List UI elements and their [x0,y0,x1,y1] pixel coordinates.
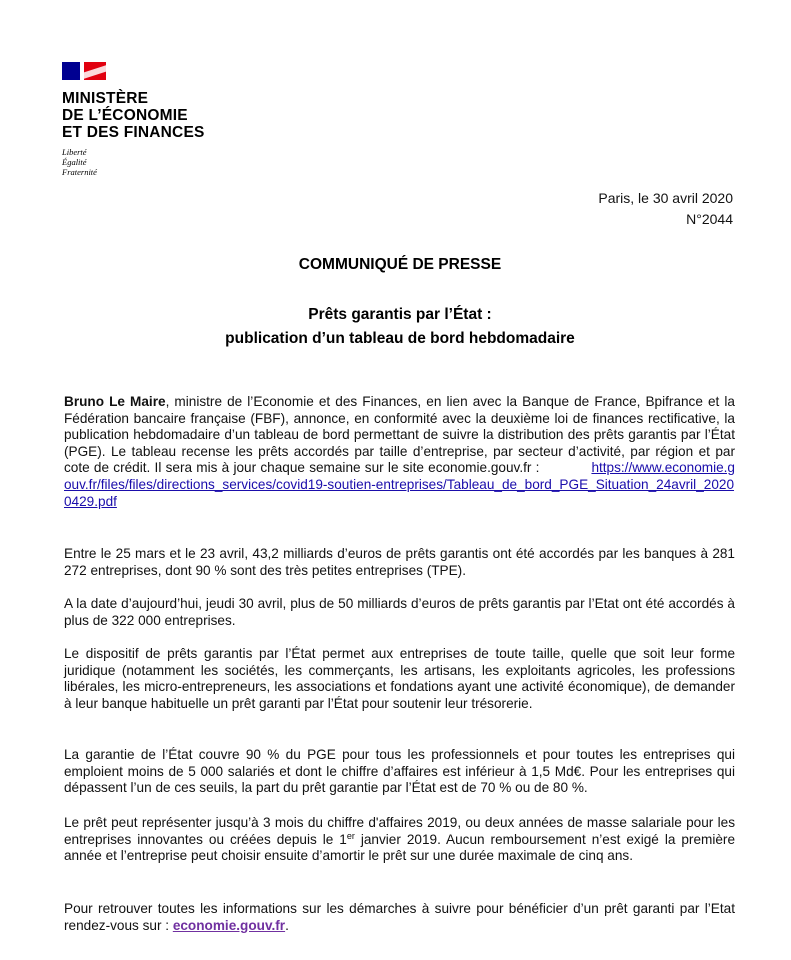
paragraph-figures-april-text: Entre le 25 mars et le 23 avril, 43,2 milliards d’euros de prêts garantis ont été accordés par les banques à 281 272 entreprises, dont 90 % sont des très petites entreprises (TPE). [64,546,735,578]
paragraph-guarantee-text: La garantie de l’État couvre 90 % du PGE pour tous les professionnels et pour toutes les entreprises qui emploient moins de 5 000 salariés et dont le chiffre d’affaires est inférieur à 1,5 Md€. Pour les entreprises qui dépassent l’un de ces seuils, la part du prêt garantie par l’État est de 70 % ou de 80 %. [64,747,735,796]
date-block [598,188,733,230]
ministry-logo [62,62,205,177]
motto-liberte: Liberté [62,147,87,157]
paragraph-figures-today-text: A la date d’aujourd’hui, jeudi 30 avril, plus de 50 milliards d’euros de prêts garantis par l’Etat ont été accordés à plus de 322 000 entreprises. [64,596,735,628]
paragraph-scheme-text: Le dispositif de prêts garantis par l’État permet aux entreprises de toute taille, quelle que soit leur forme juridique (notamment les sociétés, les commerçants, les artisans, les exploitants agricoles, les professions libérales, les micro-entrepreneurs, les associations et fondations ayant une activité économique), de demander à leur banque habituelle un prêt garanti par l’État pour soutenir leur trésorerie. [64,646,735,711]
place-date: Paris, le 30 avril 2020 [598,190,733,206]
loan-terms-text-b: janvier 2019. Aucun remboursement n’est exigé la première année et l’entreprise peut choisir ensuite d’amortir le prêt sur une durée maximale de cinq ans. [64,831,736,864]
minister-name: Bruno Le Maire [64,394,166,409]
french-flag-icon [62,62,106,80]
republic-motto [62,147,205,177]
paragraph-intro-text: , ministre de l’Economie et des Finances, en lien avec la Banque de France, Bpifrance et la Fédération bancaire française (FBF), annonce, en conformité avec la deuxième loi de finances rectificative, la publication hebdomadaire d’un tableau de bord permettant de suivre la distribution des prêts garantis par l’État (PGE). Le tableau recense les prêts accordés par taille d’entreprise, par secteur d’activité, par région et par cote de crédit. Il sera mis à jour chaque semaine sur le site economie.gouv.fr : [64,394,735,476]
paragraph-guarantee [64,747,735,797]
ministry-line-2: DE L’ÉCONOMIE [62,107,188,124]
paragraph-intro [64,394,735,510]
dashboard-pdf-link[interactable]: https://www.economie.gouv.fr/files/files/directions_services/covid19-soutien-entreprises/Tableau_de_bord_PGE_Situation_24avril_20200429.pdf [64,460,735,509]
superscript-er: er [346,830,355,841]
loan-terms-text-a: Le prêt peut représenter jusqu’à 3 mois du chiffre d'affaires 2019, ou deux années de masse salariale pour les entreprises innovantes ou créées depuis le 1 [64,815,735,847]
ministry-line-1: MINISTÈRE [62,90,149,107]
paragraph-scheme [64,646,735,712]
more-info-text: Pour retrouver toutes les informations sur les démarches à suivre pour bénéficier d’un prêt garanti par l’Etat rendez-vous sur : [64,901,735,933]
more-info-end: . [285,917,289,933]
ministry-line-3: ET DES FINANCES [62,124,205,141]
ministry-name [62,90,205,141]
title-line-1: Prêts garantis par l’État : [308,306,492,323]
press-release-number: N°2044 [686,211,733,227]
paragraph-figures-april [64,546,735,579]
motto-egalite: Égalité [62,157,87,167]
document-type: COMMUNIQUÉ DE PRESSE [298,256,502,273]
paragraph-more-info [64,901,735,934]
paragraph-figures-today [64,596,735,629]
paragraph-loan-terms [64,815,735,865]
motto-fraternite: Fraternité [62,167,97,177]
title-line-2: publication d’un tableau de bord hebdomadaire [225,330,575,347]
economie-gouv-link[interactable]: economie.gouv.fr [172,917,286,933]
